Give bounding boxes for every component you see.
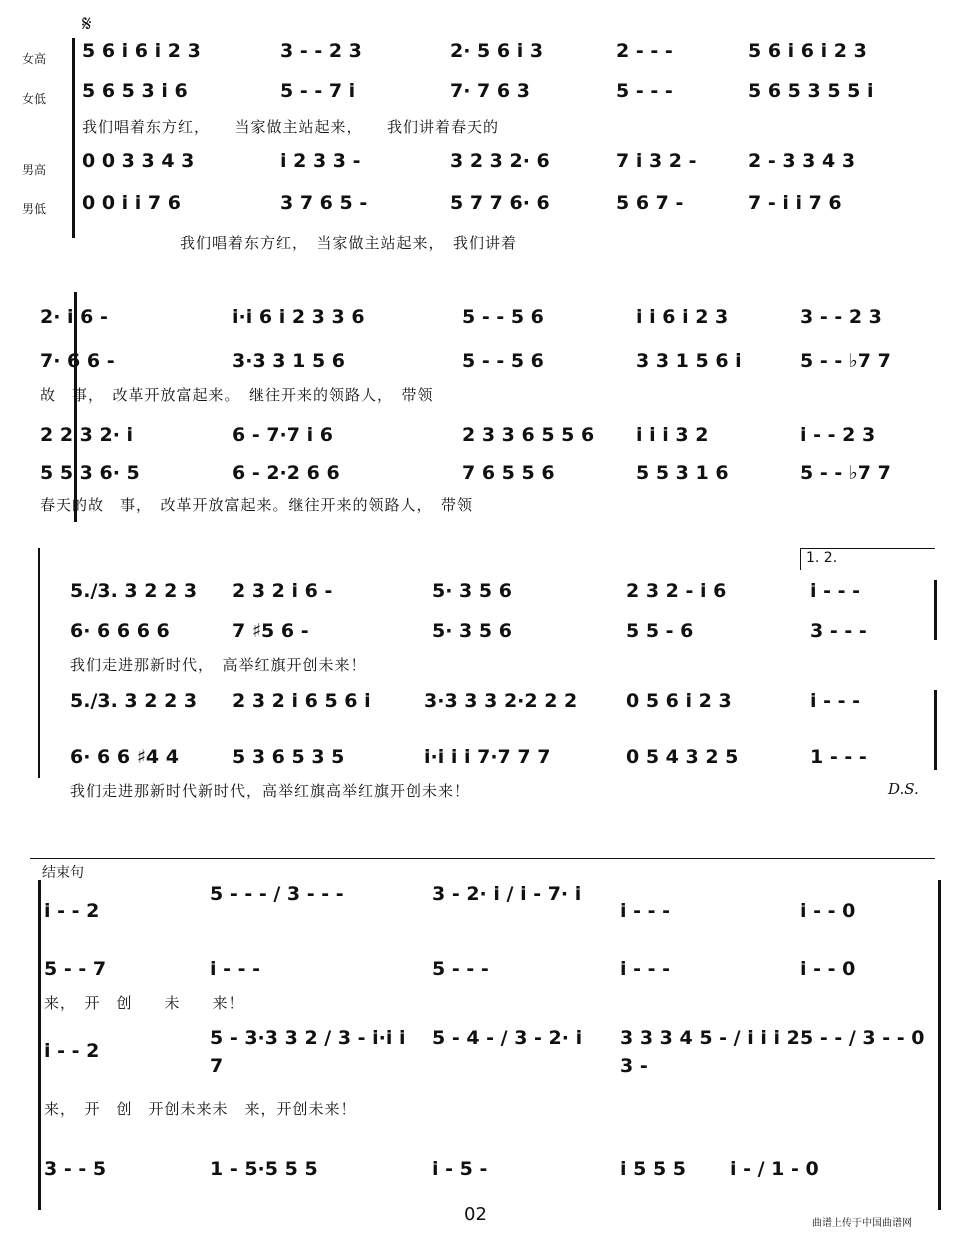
s3-ten-m2: 2 3 2 i 6 5 6 i: [232, 690, 371, 712]
s3-sop-m4: 2 3 2 - i 6: [626, 580, 727, 602]
s3-lyric-lower: 我们走进那新时代新时代，高举红旗高举红旗开创未来！: [70, 782, 471, 800]
s4-ten-m5: 5 - - / 3 - - 0: [800, 1027, 925, 1049]
s4-lyric-lower: 来， 开 创 开创未来未 来，开创未来！: [44, 1100, 357, 1118]
s2-sop-m3: 5 - - 5 6: [462, 306, 544, 328]
s3-alto-m5: 3 - - -: [810, 620, 867, 642]
segno-sign: 𝄋: [82, 12, 92, 37]
s4-sop-m1: i - - 2: [44, 900, 100, 922]
s2-bass-m2: 6 - 2·2 6 6: [232, 462, 340, 484]
s2-sop-m5: 3 - - 2 3: [800, 306, 882, 328]
s4-ten-m1: i - - 2: [44, 1040, 100, 1062]
s4-alto-m4: i - - -: [620, 958, 671, 980]
s1-alto-m4: 5 - - -: [616, 80, 673, 102]
s4-bass-m1: 3 - - 5: [44, 1158, 107, 1180]
s2-sop-m1: 2· i 6 -: [40, 306, 108, 328]
volta-bracket-label: 1. 2.: [806, 550, 838, 566]
s2-bass-m4: 5 5 3 1 6: [636, 462, 729, 484]
s3-ten-m3: 3·3 3 3 2·2 2 2: [424, 690, 578, 712]
s1-sop-m2: 3 - - 2 3: [280, 40, 362, 62]
s2-lyric-upper: 故 事， 改革开放富起来。 继往开来的领路人， 带领: [40, 386, 434, 404]
s4-sop-m5: i - - 0: [800, 900, 856, 922]
s3-alto-m4: 5 5 - 6: [626, 620, 694, 642]
s4-ten-m2: 5 - 3·3 3 2 / 3 - i·i i 7: [210, 1027, 406, 1077]
s1-sop-m1: 5 6 i 6 i 2 3: [82, 40, 201, 62]
s1-bass-m5: 7 - i i 7 6: [748, 192, 842, 214]
s1-alto-m1: 5 6 5 3 i 6: [82, 80, 188, 102]
s2-bass-m5: 5 - - ♭7 7: [800, 462, 891, 484]
s3-bass-m3: i·i i i 7·7 7 7: [424, 746, 551, 768]
s3-bass-m1: 6· 6 6 ♯4 4: [70, 746, 179, 768]
s3-bass-m2: 5 3 6 5 3 5: [232, 746, 345, 768]
s1-lyric-upper: 我们唱着东方红， 当家做主站起来， 我们讲着春天的: [82, 118, 500, 136]
s2-alto-m5: 5 - - ♭7 7: [800, 350, 891, 372]
s1-bass-m1: 0 0 i i 7 6: [82, 192, 181, 214]
s3-sop-m1: 5./3. 3 2 2 3: [70, 580, 198, 602]
s4-sop-m4: i - - -: [620, 900, 671, 922]
s3-ten-m4: 0 5 6 i 2 3: [626, 690, 732, 712]
s1-bass-m4: 5 6 7 -: [616, 192, 684, 214]
s3-alto-m1: 6· 6 6 6 6: [70, 620, 170, 642]
s1-ten-m3: 3 2 3 2· 6: [450, 150, 550, 172]
s2-bass-m1: 5 5 3 6· 5: [40, 462, 140, 484]
s2-sop-m4: i i 6 i 2 3: [636, 306, 729, 328]
s2-ten-m2: 6 - 7·7 i 6: [232, 424, 333, 446]
s4-alto-m3: 5 - - -: [432, 958, 489, 980]
s3-sop-m2: 2 3 2 i 6 -: [232, 580, 333, 602]
voice-label-bass: 男低: [22, 202, 47, 216]
s4-ten-m3: 5 - 4 - / 3 - 2· i: [432, 1027, 583, 1049]
coda-label: 结束句: [42, 865, 84, 881]
s4-sop-m2: 5 - - - / 3 - - -: [210, 883, 344, 905]
voice-label-alto: 女低: [22, 92, 47, 106]
s2-alto-m2: 3·3 3 1 5 6: [232, 350, 345, 372]
s2-alto-m1: 7· 6 6 -: [40, 350, 115, 372]
page-number: 02: [464, 1204, 487, 1225]
s1-ten-m2: i 2 3 3 -: [280, 150, 361, 172]
s2-bass-m3: 7 6 5 5 6: [462, 462, 555, 484]
s1-alto-m3: 7· 7 6 3: [450, 80, 530, 102]
s1-ten-m5: 2 - 3 3 4 3: [748, 150, 856, 172]
s3-sop-m5: i - - -: [810, 580, 861, 602]
voice-label-soprano: 女高: [22, 52, 47, 66]
s4-bass-m3: i - 5 -: [432, 1158, 488, 1180]
s2-alto-m4: 3 3 1 5 6 i: [636, 350, 742, 372]
s3-ten-m1: 5./3. 3 2 2 3: [70, 690, 198, 712]
s1-ten-m4: 7 i 3 2 -: [616, 150, 697, 172]
s4-bass-m4: i 5 5 5: [620, 1158, 687, 1180]
s4-alto-m2: i - - -: [210, 958, 261, 980]
s2-ten-m5: i - - 2 3: [800, 424, 876, 446]
s4-sop-m3: 3 - 2· i / i - 7· i: [432, 883, 582, 905]
s1-sop-m5: 5 6 i 6 i 2 3: [748, 40, 867, 62]
dal-segno-mark: D.S.: [888, 780, 919, 798]
s4-bass-m2: 1 - 5·5 5 5: [210, 1158, 318, 1180]
s3-bass-m5: 1 - - -: [810, 746, 867, 768]
s3-sop-m3: 5· 3 5 6: [432, 580, 512, 602]
s3-alto-m2: 7 ♯5 6 -: [232, 620, 309, 642]
s2-sop-m2: i·i 6 i 2 3 3 6: [232, 306, 365, 328]
s1-bass-m3: 5 7 7 6· 6: [450, 192, 550, 214]
s3-bass-m4: 0 5 4 3 2 5: [626, 746, 739, 768]
s2-ten-m3: 2 3 3 6 5 5 6: [462, 424, 595, 446]
s1-bass-m2: 3 7 6 5 -: [280, 192, 368, 214]
site-watermark: 曲谱上传于中国曲谱网: [812, 1218, 912, 1229]
s3-ten-m5: i - - -: [810, 690, 861, 712]
s4-alto-m5: i - - 0: [800, 958, 856, 980]
s4-alto-m1: 5 - - 7: [44, 958, 107, 980]
s1-lyric-lower: 我们唱着东方红， 当家做主站起来， 我们讲着: [180, 234, 518, 252]
s4-ten-m4: 3 3 3 4 5 - / i i i 2 3 -: [620, 1027, 800, 1077]
s1-alto-m2: 5 - - 7 i: [280, 80, 356, 102]
s4-bass-m5: i - / 1 - 0: [730, 1158, 819, 1180]
s2-lyric-lower: 春天的故 事， 改革开放富起来。继往开来的领路人， 带领: [40, 496, 474, 514]
s4-lyric-upper: 来， 开 创 未 来！: [44, 994, 245, 1012]
s2-ten-m4: i i i 3 2: [636, 424, 709, 446]
s1-sop-m3: 2· 5 6 i 3: [450, 40, 544, 62]
s3-lyric-upper: 我们走进那新时代， 高举红旗开创未来！: [70, 656, 367, 674]
s3-alto-m3: 5· 3 5 6: [432, 620, 512, 642]
s1-sop-m4: 2 - - -: [616, 40, 673, 62]
s2-ten-m1: 2 2 3 2· i: [40, 424, 134, 446]
s1-ten-m1: 0 0 3 3 4 3: [82, 150, 195, 172]
voice-label-tenor: 男高: [22, 163, 47, 177]
s2-alto-m3: 5 - - 5 6: [462, 350, 544, 372]
s1-alto-m5: 5 6 5 3 5 5 i: [748, 80, 874, 102]
